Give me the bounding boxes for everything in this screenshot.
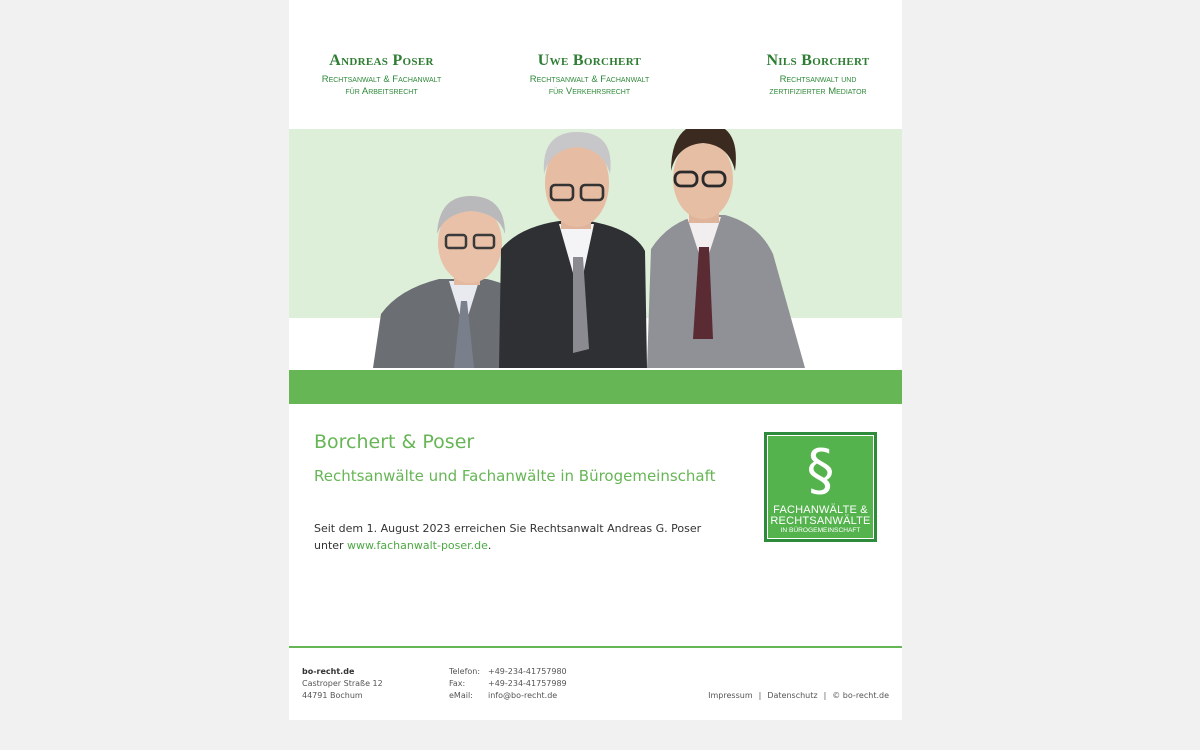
lawyer-andreas-poser [309,52,454,98]
fax-label: Fax: [449,679,466,688]
lawyer-title-line1: Rechtsanwalt & Fachanwalt [529,74,650,85]
accent-bar [289,370,902,404]
separator: | [823,691,827,700]
lawyer-name: Uwe Borchert [537,52,642,69]
footer-street: Castroper Straße 12 [302,679,383,688]
relocation-notice [314,520,701,554]
lawyer-name: Nils Borchert [766,52,870,69]
lawyer-nils-borchert [749,52,887,98]
fachanwalt-poser-link[interactable]: www.fachanwalt-poser.de [347,539,488,552]
lawyer-title-line1: Rechtsanwalt und [779,74,857,85]
logo-line1: FACHANWÄLTE & [773,504,868,516]
firm-logo [764,432,877,542]
footer-contact-values [488,666,567,702]
notice-prefix: unter [314,539,348,552]
separator: | [758,691,762,700]
paragraph-icon: § [806,438,835,503]
notice-suffix: . [487,539,492,552]
firm-subtitle: Rechtsanwälte und Fachanwälte in Bürogemeinschaft [314,467,716,485]
footer-site-name: bo-recht.de [302,667,355,676]
footer-divider [289,646,902,648]
datenschutz-link[interactable]: Datenschutz [767,691,818,700]
lawyer-title-line2: für Arbeitsrecht [345,86,418,97]
logo-inner [767,435,874,539]
lawyer-title-line2: für Verkehrsrecht [548,86,631,97]
phone-label: Telefon: [449,667,481,676]
impressum-link[interactable]: Impressum [708,691,753,700]
footer-city: 44791 Bochum [302,691,363,700]
footer-address [302,666,383,702]
footer-links [708,690,889,702]
lawyer-title-line2: zertifizierter Mediator [769,86,867,97]
lawyer-title-line1: Rechtsanwalt & Fachanwalt [321,74,442,85]
copyright-text: © bo-recht.de [832,691,889,700]
fax-number: +49-234-41757989 [488,679,567,688]
page-content [289,0,902,720]
hero-photo [289,129,902,368]
logo-line3: IN BÜROGEMEINSCHAFT [780,527,861,534]
notice-line2 [314,537,701,554]
logo-line2: RECHTSANWÄLTE [770,515,871,527]
phone-number[interactable]: +49-234-41757980 [488,667,567,676]
email-address[interactable]: info@bo-recht.de [488,691,558,700]
lawyer-name: Andreas Poser [329,52,434,69]
footer-contact-labels [449,666,480,702]
firm-title: Borchert & Poser [314,431,475,453]
notice-line1: Seit dem 1. August 2023 erreichen Sie Rechtsanwalt Andreas G. Poser [314,522,702,535]
lawyer-uwe-borchert [517,52,662,98]
email-label: eMail: [449,691,473,700]
lawyers-group-photo [289,129,902,368]
